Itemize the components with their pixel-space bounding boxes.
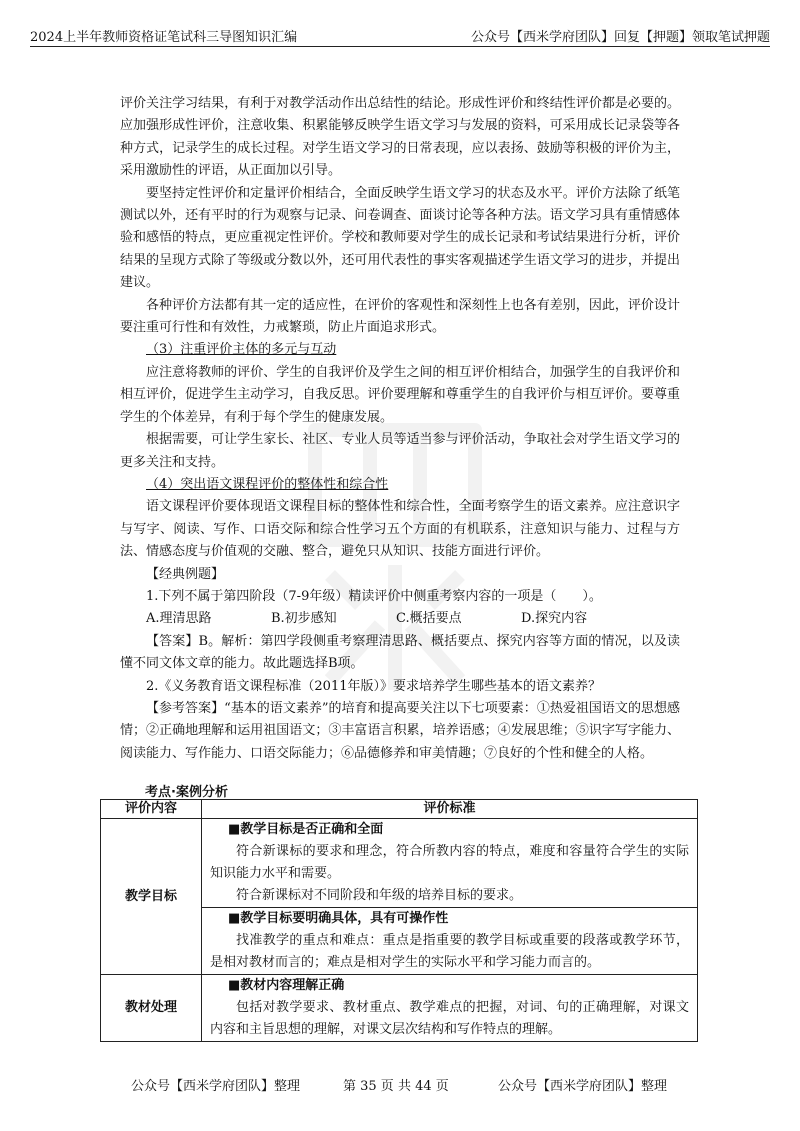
subheading-4 [120,474,680,496]
paragraph: 应注意将教师的评价、学生的自我评价及学生之间的相互评价相结合，加强学生的自我评价和相互评价，促进学生主动学习，自我反思。评价要理解和尊重学生的自我评价与相互评价。要尊重学生的个体差异，有利于每个学生的健康发展。 [120,364,680,425]
evaluation-table [100,799,698,1042]
page-number: 第 35 页 共 44 页 [343,1079,449,1094]
criterion-title: ■教材内容理解正确 [228,978,345,993]
page-header [30,24,770,47]
option-d: D.探究内容 [521,611,588,627]
question-1-options [120,608,680,630]
criterion-text: 找准教学的重点和难点：重点是指重要的教学目标或重要的段落或教学环节，是相对教材而言的；难点是相对学生的实际水平和学习能力而言的。 [210,933,689,970]
paragraph: 各种评价方法都有其一定的适应性，在评价的客观性和深刻性上也各有差别，因此，评价设计要注重可行性和有效性，力戒繁琐，防止片面追求形式。 [120,297,680,336]
answer-1: 【答案】B。解析：第四学段侧重考察理清思路、概括要点、探究内容等方面的情况，以及读懂不同文体文章的能力。故此题选择B项。 [120,633,680,672]
subheading-3 [120,339,680,361]
criterion-title: ■教学目标是否正确和全面 [228,822,384,837]
criterion-text: 包括对教学要求、教材重点、教学难点的把握，对词、句的正确理解，对课文内容和主旨思想的理解，对课文层次结构和写作特点的理解。 [210,1000,689,1037]
paragraph: 语文课程评价要体现语文课程目标的整体性和综合性，全面考察学生的语文素养。应注意识字与写字、阅读、写作、口语交际和综合性学习五个方面的有机联系，注意知识与能力、过程与方法、情感态度与价值观的交融、整合，避免只从知识、技能方面进行评价。 [120,499,680,560]
header-right-text: 公众号【西米学府团队】回复【押题】领取笔试押题 [470,30,770,45]
section-title: 考点·案例分析 [145,785,228,800]
table-cell [202,908,698,975]
main-content [120,93,680,765]
criterion-text: 符合新课标对不同阶段和年级的培养目标的要求。 [236,888,523,903]
subheading-4-text: （4）突出语文课程评价的整体性和综合性 [146,476,389,492]
table-cell [202,975,698,1042]
option-a: A.理清思路 [146,611,212,627]
option-b: B.初步感知 [271,611,337,627]
criterion-text: 符合新课标的要求和理念，符合所教内容的特点，难度和容量符合学生的实际知识能力水平和需要。 [210,844,689,881]
column-header: 评价标准 [202,800,698,819]
table-cell [202,819,698,908]
footer-right-text: 公众号【西米学府团队】整理 [498,1079,668,1094]
table-row [101,819,698,908]
answer-2: 【参考答案】“基本的语文素养”的培育和提高要关注以下七项要素：①热爱祖国语文的思想感情；②正确地理解和运用祖国语文；③丰富语言积累，培养语感；④发展思维；⑤识字写字能力、阅读能力、写作能力、口语交际能力；⑥品德修养和审美情趣；⑦良好的个性和健全的人格。 [120,700,680,761]
question-2: 2.《义务教育语文课程标准（2011年版）》要求培养学生哪些基本的语文素养？ [146,678,601,694]
table-header-row [101,800,698,819]
column-header: 评价内容 [101,800,202,819]
table-row [101,975,698,1042]
paragraph: 根据需要，可让学生家长、社区、专业人员等适当参与评价活动，争取社会对学生语文学习的更多关注和支持。 [120,432,680,470]
paragraph: 评价关注学习结果，有利于对教学活动作出总结性的结论。形成性评价和终结性评价都是必要的。应加强形成性评价，注意收集、积累能够反映学生语文学习与发展的资料，可采用成长记录袋等各种方式，记录学生的成长过程。对学生语文学习的日常表现，应以表扬、鼓励等积极的评价为主，采用激励性的评语，从正面加以引导。 [120,96,680,179]
header-left-text: 2024上半年教师资格证笔试科三导图知识汇编 [30,30,298,45]
option-c: C.概括要点 [396,611,462,627]
subheading-3-text: （3）注重评价主体的多元与互动 [146,342,337,358]
question-1: 1.下列不属于第四阶段（7-9年级）精读评价中侧重考察内容的一项是（ ）。 [146,588,602,604]
row-category: 教材处理 [101,975,202,1042]
example-label: 【经典例题】 [146,566,225,582]
paragraph: 要坚持定性评价和定量评价相结合，全面反映学生语文学习的状态及水平。评价方法除了纸笔测试以外，还有平时的行为观察与记录、问卷调查、面谈讨论等各种方法。语文学习具有重情感体验和感悟的特点，更应重视定性评价。学校和教师要对学生的成长记录和考试结果进行分析，评价结果的呈现方式除了等级或分数以外，还可用代表性的事实客观描述学生语文学习的进步，并提出建议。 [120,185,680,291]
footer-left-text: 公众号【西米学府团队】整理 [131,1079,301,1094]
row-category: 教学目标 [101,819,202,975]
criterion-title: ■教学目标要明确具体，具有可操作性 [228,911,449,926]
